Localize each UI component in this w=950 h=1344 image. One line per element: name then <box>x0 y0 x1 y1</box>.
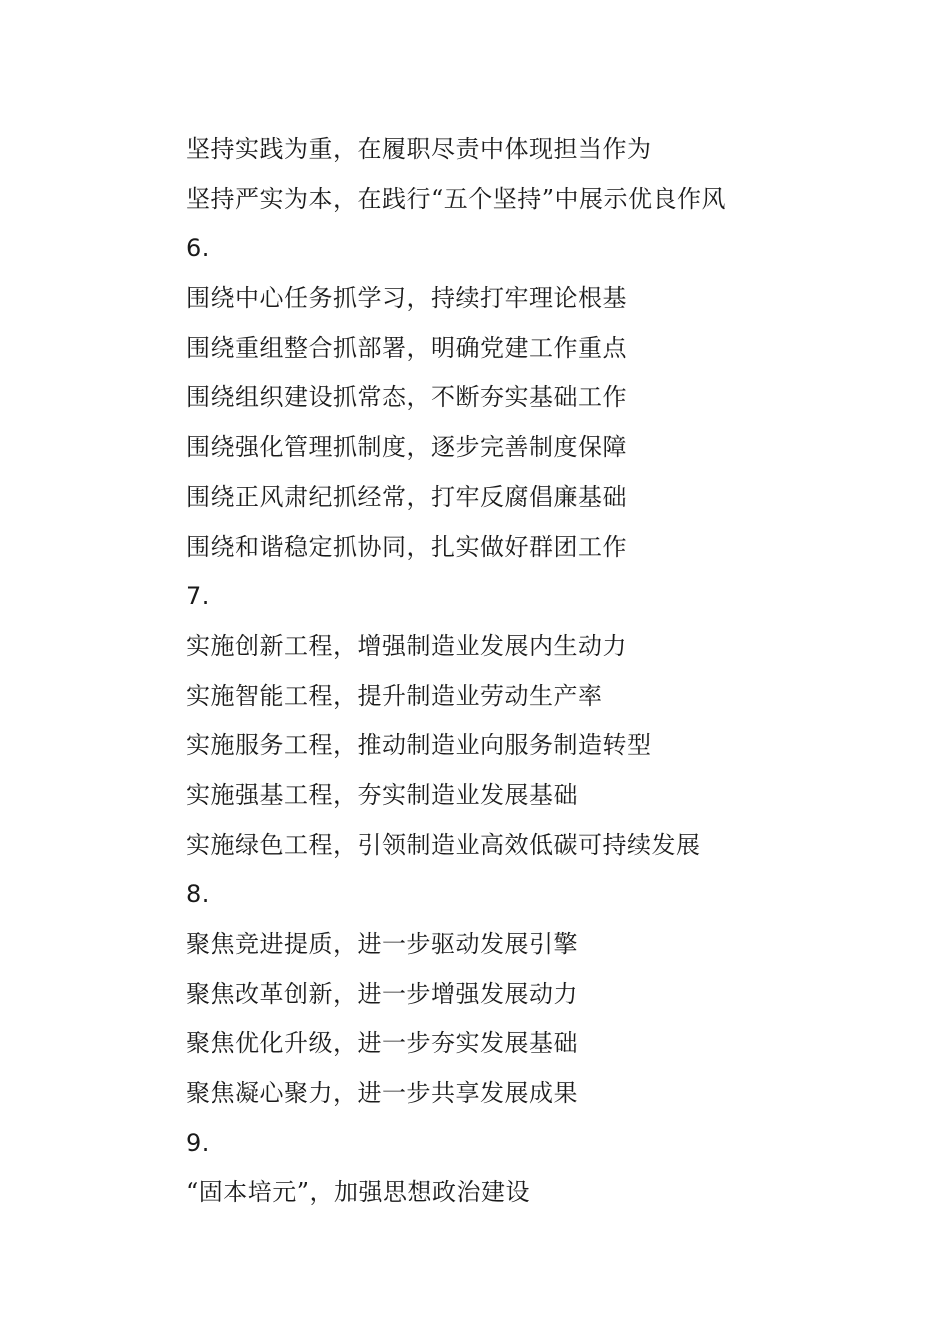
section-number: 8. <box>186 880 210 909</box>
text-line: 聚焦竞进提质，进一步驱动发展引擎 <box>186 930 578 958</box>
text-line: 围绕正风肃纪抓经常，打牢反腐倡廉基础 <box>186 482 627 511</box>
text-line: 围绕强化管理抓制度，逐步完善制度保障 <box>186 433 627 462</box>
section-number: 9. <box>186 1128 210 1157</box>
text-line: 实施绿色工程，引领制造业高效低碳可持续发展 <box>186 830 701 859</box>
section-number: 6. <box>186 234 210 263</box>
text-line: 聚焦凝心聚力，进一步共享发展成果 <box>186 1079 578 1108</box>
text-line: 坚持严实为本，在践行“五个坚持”中展示优良作风 <box>186 184 727 213</box>
text-line: 聚焦改革创新，进一步增强发展动力 <box>186 979 578 1008</box>
section-number: 7. <box>186 582 210 611</box>
text-line: 围绕组织建设抓常态，不断夯实基础工作 <box>186 383 627 412</box>
text-line: “固本培元”，加强思想政治建设 <box>186 1178 531 1207</box>
text-line: 实施强基工程，夯实制造业发展基础 <box>186 780 578 809</box>
text-line: 实施服务工程，推动制造业向服务制造转型 <box>186 731 652 760</box>
text-line: 聚焦优化升级，进一步夯实发展基础 <box>186 1029 578 1058</box>
text-line: 围绕中心任务抓学习，持续打牢理论根基 <box>186 284 627 313</box>
text-line: 实施创新工程，增强制造业发展内生动力 <box>186 631 627 660</box>
text-line: 围绕和谐稳定抓协同，扎实做好群团工作 <box>186 532 627 561</box>
text-line: 实施智能工程，提升制造业劳动生产率 <box>186 681 603 710</box>
text-line: 围绕重组整合抓部署，明确党建工作重点 <box>186 333 627 362</box>
document-body <box>186 125 886 1218</box>
text-line: 坚持实践为重，在履职尽责中体现担当作为 <box>186 135 652 163</box>
